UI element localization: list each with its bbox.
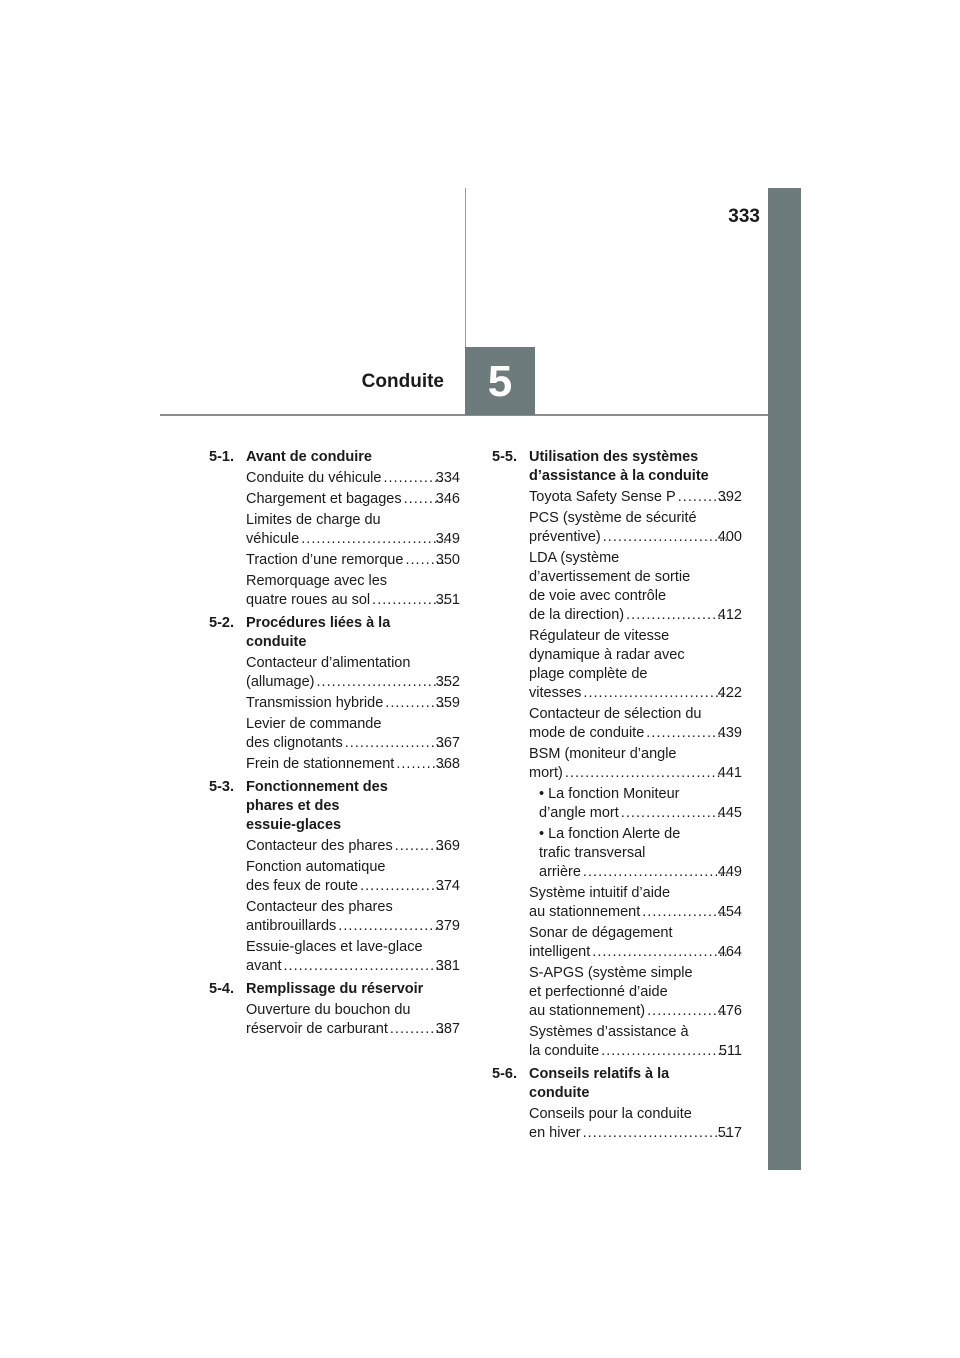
- toc-entry-link[interactable]: [529, 549, 742, 625]
- toc-page-number: 392: [717, 489, 742, 505]
- toc-page-number: 441: [717, 765, 742, 781]
- dot-leader: [336, 917, 446, 936]
- toc-entry-text: Ouverture du bouchon du: [246, 1002, 411, 1018]
- dot-leader: [581, 863, 728, 882]
- toc-entry-line: [246, 877, 460, 896]
- toc-entry-text: arrière: [539, 864, 581, 880]
- toc-entry-text: Système intuitif d’aide: [529, 885, 671, 901]
- section-heading: [209, 614, 460, 652]
- toc-entry-text: en hiver: [529, 1125, 581, 1141]
- page-number: 333: [728, 206, 760, 227]
- toc-page-number: 422: [717, 685, 742, 701]
- toc-entry-link[interactable]: [529, 964, 742, 1021]
- toc-entry-line: [246, 530, 460, 549]
- section-title: [529, 1065, 742, 1103]
- section-title-line: phares et des: [246, 798, 340, 814]
- toc-entry-text: véhicule: [246, 531, 300, 547]
- toc-page-number: 476: [717, 1003, 742, 1019]
- toc-entry-text: LDA (système: [529, 550, 620, 566]
- toc-page-number: 381: [435, 958, 460, 974]
- toc-entry-line: [246, 734, 460, 753]
- dot-leader: [563, 764, 728, 783]
- toc-entry-text: des feux de route: [246, 878, 359, 894]
- toc-entry-link[interactable]: [529, 1023, 742, 1061]
- toc-entry-line: [246, 917, 460, 936]
- toc-entry-link[interactable]: [246, 755, 460, 774]
- toc-column-right: [492, 448, 742, 1147]
- toc-entry-line: [529, 1042, 742, 1061]
- toc-entry-text: Levier de commande: [246, 716, 382, 732]
- toc-section: [209, 614, 460, 774]
- dot-leader: [640, 903, 728, 922]
- toc-entry-text: intelligent: [529, 944, 591, 960]
- dot-leader: [624, 606, 728, 625]
- toc-page-number: 517: [717, 1125, 742, 1141]
- dot-leader: [619, 804, 728, 823]
- toc-entry-text: des clignotants: [246, 735, 343, 751]
- toc-entry-line: [529, 724, 742, 743]
- toc-section: [209, 448, 460, 610]
- toc-entry-text: • La fonction Alerte de: [539, 826, 681, 842]
- toc-entry-text: Contacteur de sélection du: [529, 706, 702, 722]
- toc-entry-text: la conduite: [529, 1043, 600, 1059]
- section-number: 5-2.: [209, 615, 234, 631]
- toc-entry-text: de voie avec contrôle: [529, 588, 667, 604]
- toc-section: [492, 448, 742, 1061]
- chapter-number-box: [465, 347, 535, 415]
- toc-page-number: 334: [435, 470, 460, 486]
- toc-entry-text: Fonction automatique: [246, 859, 386, 875]
- toc-entry-text: Régulateur de vitesse: [529, 628, 670, 644]
- toc-entry-link[interactable]: [246, 511, 460, 549]
- toc-entry-text: mode de conduite: [529, 725, 645, 741]
- dot-leader: [644, 724, 728, 743]
- toc-entry-text: préventive): [529, 529, 601, 545]
- toc-entry-link[interactable]: [246, 1001, 460, 1039]
- toc-entry-line: [246, 957, 460, 976]
- toc-entry-line: [539, 863, 742, 882]
- toc-entry-text: Frein de stationnement: [246, 756, 395, 772]
- toc-entry-line: [529, 764, 742, 783]
- toc-entry-line: [246, 673, 460, 692]
- toc-entry-link[interactable]: [246, 654, 460, 692]
- dot-leader: [645, 1002, 728, 1021]
- section-title-line: d’assistance à la conduite: [529, 468, 709, 484]
- toc-entry-line: [246, 694, 460, 713]
- toc-entry-text: Conduite du véhicule: [246, 470, 382, 486]
- section-title-line: Avant de conduire: [246, 449, 372, 465]
- toc-page-number: 349: [435, 531, 460, 547]
- toc-entry-link[interactable]: [246, 858, 460, 896]
- dot-leader: [581, 1124, 728, 1143]
- section-title: [246, 778, 460, 835]
- toc-entry-line: [246, 551, 460, 570]
- toc-entry-text: dynamique à radar avec: [529, 647, 685, 663]
- toc-entry-link[interactable]: [539, 785, 742, 823]
- toc-entry-line: [246, 755, 460, 774]
- toc-entry-link[interactable]: [529, 884, 742, 922]
- toc-entry-link[interactable]: [246, 694, 460, 713]
- toc-entry-link[interactable]: [246, 572, 460, 610]
- toc-page-number: 368: [435, 756, 460, 772]
- toc-entry-text: Systèmes d’assistance à: [529, 1024, 689, 1040]
- toc-entry-line: [539, 804, 742, 823]
- toc-entry-text: et perfectionné d’aide: [529, 984, 668, 1000]
- section-heading: [492, 1065, 742, 1103]
- toc-entry-link[interactable]: [529, 488, 742, 507]
- toc-entry-link[interactable]: [246, 837, 460, 856]
- toc-page-number: 387: [435, 1021, 460, 1037]
- toc-entry-text: Transmission hybride: [246, 695, 384, 711]
- dot-leader: [281, 957, 445, 976]
- section-title-line: Fonctionnement des: [246, 779, 388, 795]
- toc-entry-text: • La fonction Moniteur: [539, 786, 680, 802]
- toc-entry-line: [529, 488, 742, 507]
- toc-entry-text: PCS (système de sécurité: [529, 510, 697, 526]
- toc-entry-line: [529, 684, 742, 703]
- toc-page-number: 449: [717, 864, 742, 880]
- toc-entry-line: [246, 837, 460, 856]
- toc-entry-line: [246, 591, 460, 610]
- toc-page-number: 439: [717, 725, 742, 741]
- dot-leader: [299, 530, 446, 549]
- section-heading: [209, 448, 460, 467]
- section-title-line: conduite: [529, 1085, 590, 1101]
- section-number: 5-4.: [209, 981, 234, 997]
- toc-entry-text: S-APGS (système simple: [529, 965, 693, 981]
- chapter-title: Conduite: [361, 371, 444, 392]
- toc-entry-text: Essuie-glaces et lave-glace: [246, 939, 423, 955]
- section-title: [529, 448, 742, 486]
- toc-entry-text: au stationnement: [529, 904, 641, 920]
- toc-page-number: 454: [717, 904, 742, 920]
- section-title-line: Remplissage du réservoir: [246, 981, 424, 997]
- toc-section: [209, 778, 460, 976]
- toc-entry-link[interactable]: [529, 627, 742, 703]
- toc-entry-line: [246, 469, 460, 488]
- toc-entry-text: Contacteur des phares: [246, 838, 393, 854]
- toc-entry-text: antibrouillards: [246, 918, 337, 934]
- section-title: [246, 614, 460, 652]
- toc-entry-text: d’angle mort: [539, 805, 619, 821]
- toc-page-number: 359: [435, 695, 460, 711]
- toc-entry-link[interactable]: [539, 825, 742, 882]
- toc-entry-link[interactable]: [529, 1105, 742, 1143]
- section-number: 5-3.: [209, 779, 234, 795]
- toc-page-number: 412: [717, 607, 742, 623]
- toc-page-number: 352: [435, 674, 460, 690]
- dot-leader: [370, 591, 446, 610]
- toc-entry-link[interactable]: [246, 898, 460, 936]
- section-heading: [209, 778, 460, 835]
- toc-entry-link[interactable]: [529, 745, 742, 783]
- chapter-number: 5: [487, 357, 513, 406]
- toc-section: [492, 1065, 742, 1143]
- section-title-line: Conseils relatifs à la: [529, 1066, 670, 1082]
- section-title: [246, 448, 460, 467]
- toc-entry-text: de la direction): [529, 607, 625, 623]
- toc-entry-link[interactable]: [246, 469, 460, 488]
- toc-entry-text: réservoir de carburant: [246, 1021, 388, 1037]
- toc-entry-text: Limites de charge du: [246, 512, 381, 528]
- toc-entry-text: Conseils pour la conduite: [529, 1106, 692, 1122]
- toc-entry-line: [246, 490, 460, 509]
- toc-entry-link[interactable]: [529, 924, 742, 962]
- toc-page-number: 445: [717, 805, 742, 821]
- toc-entry-text: Sonar de dégagement: [529, 925, 673, 941]
- toc-page-number: 379: [435, 918, 460, 934]
- toc-entry-line: [529, 1002, 742, 1021]
- toc-entry-text: au stationnement): [529, 1003, 646, 1019]
- toc-entry-text: trafic transversal: [539, 845, 646, 861]
- section-title-line: Procédures liées à la: [246, 615, 391, 631]
- dot-leader: [601, 528, 728, 547]
- dot-leader: [358, 877, 446, 896]
- section-number: 5-1.: [209, 449, 234, 465]
- toc-entry-link[interactable]: [529, 705, 742, 743]
- toc-section: [209, 980, 460, 1039]
- section-number: 5-6.: [492, 1066, 517, 1082]
- toc-entry-text: (allumage): [246, 674, 315, 690]
- chapter-side-tab: [768, 188, 801, 1170]
- section-title-line: essuie-glaces: [246, 817, 342, 833]
- dot-leader: [599, 1042, 729, 1061]
- toc-entry-text: Chargement et bagages: [246, 491, 402, 507]
- dot-leader: [590, 943, 728, 962]
- toc-page-number: 350: [435, 552, 460, 568]
- dot-leader: [581, 684, 727, 703]
- toc-entry-text: avant: [246, 958, 282, 974]
- toc-entry-link[interactable]: [246, 551, 460, 570]
- toc-entry-text: Remorquage avec les: [246, 573, 388, 589]
- section-title-line: conduite: [246, 634, 307, 650]
- toc-page-number: 400: [717, 529, 742, 545]
- toc-entry-text: Contacteur d’alimentation: [246, 655, 411, 671]
- toc-page-number: 464: [717, 944, 742, 960]
- toc-entry-text: Traction d’une remorque: [246, 552, 404, 568]
- toc-page-number: 346: [435, 491, 460, 507]
- toc-entry-text: vitesses: [529, 685, 582, 701]
- toc-entry-link[interactable]: [529, 509, 742, 547]
- toc-entry-line: [529, 606, 742, 625]
- toc-page-number: 351: [435, 592, 460, 608]
- toc-entry-text: mort): [529, 765, 563, 781]
- toc-entry-text: d’avertissement de sortie: [529, 569, 691, 585]
- toc-entry-line: [529, 903, 742, 922]
- toc-entry-text: Contacteur des phares: [246, 899, 393, 915]
- section-title: [246, 980, 460, 999]
- toc-entry-text: BSM (moniteur d’angle: [529, 746, 677, 762]
- toc-page-number: 374: [435, 878, 460, 894]
- section-heading: [492, 448, 742, 486]
- section-heading: [209, 980, 460, 999]
- toc-entry-link[interactable]: [246, 715, 460, 753]
- toc-entry-line: [529, 1124, 742, 1143]
- toc-page-number: 511: [718, 1043, 742, 1059]
- toc-column-left: [209, 448, 460, 1043]
- toc-entry-link[interactable]: [246, 490, 460, 509]
- section-number: 5-5.: [492, 449, 517, 465]
- dot-leader: [343, 734, 446, 753]
- toc-entry-text: quatre roues au sol: [246, 592, 371, 608]
- toc-entry-text: plage complète de: [529, 666, 648, 682]
- toc-entry-text: Toyota Safety Sense P: [529, 489, 676, 505]
- toc-entry-line: [529, 943, 742, 962]
- toc-page-number: 367: [435, 735, 460, 751]
- toc-page-number: 369: [435, 838, 460, 854]
- toc-entry-line: [246, 1020, 460, 1039]
- dot-leader: [315, 673, 446, 692]
- section-title-line: Utilisation des systèmes: [529, 449, 699, 465]
- toc-entry-line: [529, 528, 742, 547]
- toc-entry-link[interactable]: [246, 938, 460, 976]
